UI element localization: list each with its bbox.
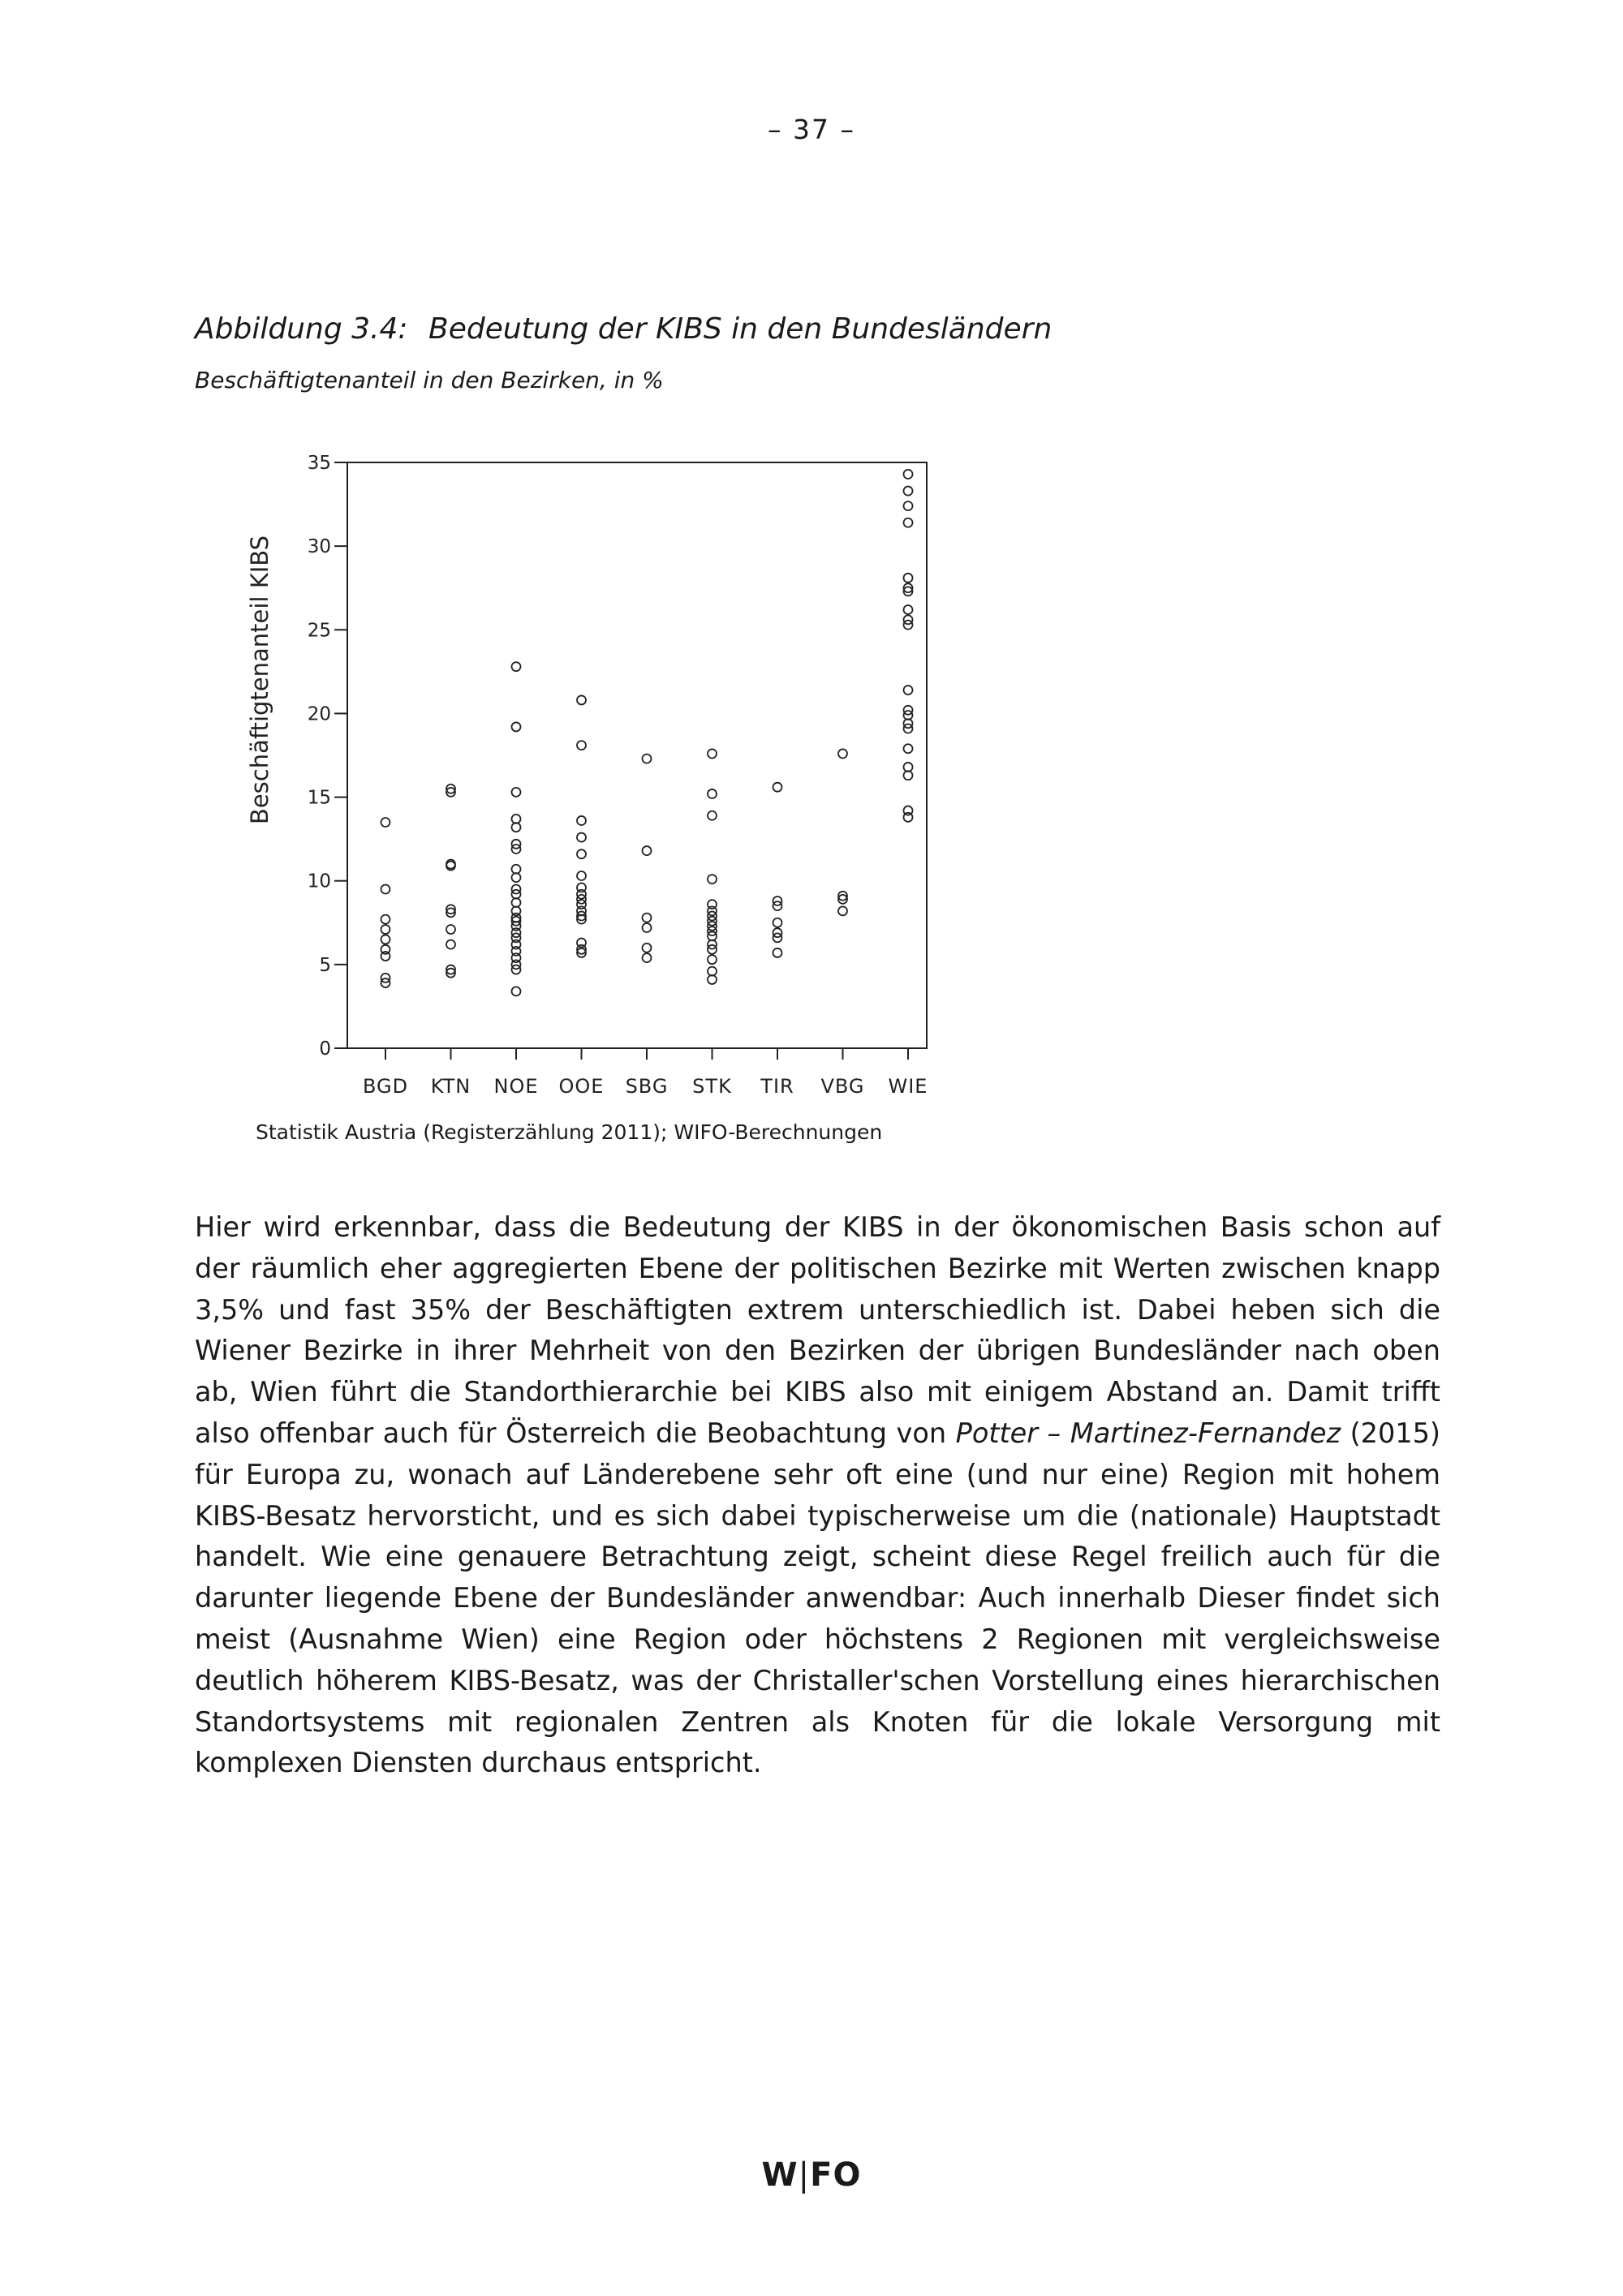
data-point-bgd (381, 818, 390, 827)
data-point-ooe (577, 833, 586, 842)
logo-letter-w: W (761, 2156, 799, 2194)
data-point-noe (512, 788, 521, 797)
data-point-bgd (381, 925, 390, 934)
figure-number: Abbildung 3.4: (195, 312, 408, 346)
data-point-wie (904, 744, 913, 753)
x-tick-label-tir: TIR (760, 1075, 794, 1098)
x-tick-label-wie: WIE (888, 1075, 928, 1098)
x-tick-label-bgd: BGD (362, 1075, 409, 1098)
y-tick-label: 10 (307, 871, 331, 892)
body-paragraph (195, 1207, 1440, 1784)
page-number: – 37 – (768, 114, 855, 145)
data-point-wie (904, 487, 913, 496)
data-point-vbg (838, 906, 847, 915)
figure-title: Bedeutung der KIBS in den Bundesländern (428, 312, 1053, 346)
data-point-noe (512, 662, 521, 671)
data-points (381, 470, 913, 995)
data-point-wie (904, 501, 913, 510)
x-tick-label-stk: STK (692, 1075, 732, 1098)
x-tick-label-ooe: OOE (558, 1075, 605, 1098)
figure-subtitle: Beschäftigtenanteil in den Bezirken, in % (195, 367, 664, 393)
data-point-stk (708, 811, 717, 820)
data-point-bgd (381, 935, 390, 944)
data-point-ooe (577, 816, 586, 825)
data-point-stk (708, 875, 717, 884)
logo-separator: | (798, 2156, 811, 2194)
data-point-sbg (643, 923, 652, 932)
y-tick-label: 0 (319, 1038, 331, 1060)
figure-source: Statistik Austria (Registerzählung 2011); WIFO-Berechnungen (256, 1120, 883, 1144)
wifo-logo (0, 2156, 1623, 2194)
scatter-chart (227, 438, 974, 1111)
plot-frame (347, 462, 927, 1048)
data-point-wie (904, 518, 913, 527)
data-point-ooe (577, 871, 586, 880)
data-point-ktn (446, 925, 455, 934)
data-point-noe (512, 815, 521, 823)
y-axis-title-group (246, 535, 273, 824)
logo-letter-f: F (810, 2156, 833, 2194)
y-axis-title: Beschäftigtenanteil KIBS (246, 535, 273, 825)
data-point-tir (773, 948, 782, 957)
data-point-noe (512, 823, 521, 832)
body-text-after: (2015) für Europa zu, wonach auf Länderebene sehr oft eine (und nur eine) Region mit hohem KIBS-Besatz hervorsticht, und es sich dabei typischerweise um die (nationale) Hauptstadt handelt. Wie eine genauere Betrachtung zeigt, scheint diese Regel freilich auch für die darunter liegende Ebene der Bundesländer anwendbar: Auch innerhalb Dieser findet sich meist (Ausnahme Wien) eine Region oder höchstens 2 Regionen mit vergleichsweise deutlich höherem KIBS-Besatz, was der Christaller'schen Vorstellung eines hierarchischen Standortsystems mit regionalen Zentren als Knoten für die lokale Versorgung mit komplexen Diensten durchaus entspricht. (195, 1417, 1441, 1779)
y-tick-label: 35 (307, 453, 331, 474)
data-point-noe (512, 987, 521, 995)
figure-heading (195, 312, 1052, 346)
data-point-sbg (643, 914, 652, 922)
data-point-wie (904, 605, 913, 614)
data-point-noe (512, 722, 521, 731)
data-point-stk (708, 749, 717, 758)
x-tick-label-vbg: VBG (820, 1075, 865, 1098)
data-point-ooe (577, 849, 586, 858)
data-point-stk (708, 975, 717, 984)
logo-letter-o: O (833, 2156, 862, 2194)
data-point-bgd (381, 952, 390, 961)
y-tick-label: 15 (307, 787, 331, 809)
data-point-wie (904, 470, 913, 479)
data-point-sbg (643, 846, 652, 855)
data-point-ktn (446, 940, 455, 949)
data-point-sbg (643, 944, 652, 952)
data-point-stk (708, 955, 717, 964)
x-tick-label-ktn: KTN (430, 1075, 471, 1098)
data-point-wie (904, 763, 913, 772)
y-tick-label: 30 (307, 536, 331, 558)
data-point-wie (904, 771, 913, 780)
data-point-wie (904, 574, 913, 583)
data-point-tir (773, 783, 782, 792)
data-point-noe (512, 873, 521, 882)
x-tick-label-sbg: SBG (625, 1075, 669, 1098)
data-point-ooe (577, 741, 586, 750)
data-point-tir (773, 918, 782, 927)
y-tick-label: 25 (307, 620, 331, 642)
data-point-wie (904, 686, 913, 694)
x-axis-ticks (363, 1048, 928, 1098)
body-citation: Potter – Martinez-Fernandez (955, 1417, 1341, 1449)
y-tick-label: 5 (319, 954, 331, 976)
data-point-stk (708, 967, 717, 976)
data-point-noe (512, 865, 521, 874)
data-point-bgd (381, 885, 390, 894)
body-text-before: Hier wird erkennbar, dass die Bedeutung der KIBS in der ökonomischen Basis schon auf der räumlich eher aggregierten Ebene der politischen Bezirke mit Werten zwischen knapp 3,5% und fast 35% der Beschäftigten extrem unterschiedlich ist. Dabei heben sich die Wiener Bezirke in ihrer Mehrheit von den Bezirken der übrigen Bundesländer nach oben ab, Wien führt die Standorthierarchie bei KIBS also mit einigem Abstand an. Damit trifft also offenbar auch für Österreich die Beobachtung von (195, 1211, 1440, 1449)
data-point-ooe (577, 695, 586, 704)
data-point-noe (512, 898, 521, 907)
data-point-vbg (838, 749, 847, 758)
data-point-bgd (381, 915, 390, 924)
data-point-sbg (643, 953, 652, 962)
x-tick-label-noe: NOE (493, 1075, 539, 1098)
data-point-sbg (643, 755, 652, 763)
y-axis-ticks (308, 453, 347, 1060)
y-tick-label: 20 (307, 703, 331, 725)
data-point-stk (708, 789, 717, 798)
data-point-wie (904, 813, 913, 822)
